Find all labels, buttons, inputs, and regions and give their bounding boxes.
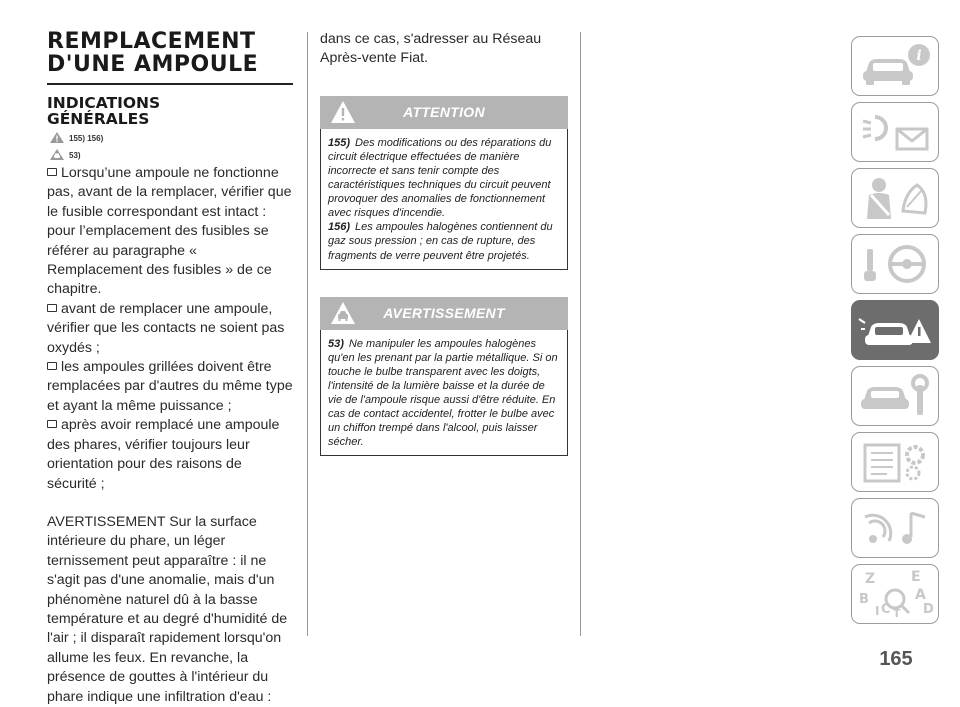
avertissement-box bbox=[320, 297, 568, 457]
bullet-item bbox=[47, 358, 293, 416]
emergency-breakdown-icon bbox=[855, 305, 935, 355]
car-info-icon bbox=[855, 41, 935, 91]
index-letter: E bbox=[911, 569, 921, 585]
svg-text:i: i bbox=[916, 48, 922, 64]
square-bullet-icon bbox=[47, 362, 57, 370]
tab-safety[interactable] bbox=[851, 168, 939, 228]
multimedia-music-icon bbox=[855, 503, 935, 553]
tab-index[interactable] bbox=[851, 564, 939, 624]
index-letter: D bbox=[923, 602, 934, 617]
subsection-title-line-1: INDICATIONS bbox=[47, 94, 161, 112]
safety-seatbelt-airbag-icon bbox=[855, 173, 935, 223]
avertissement-box-header bbox=[320, 297, 568, 330]
column-divider bbox=[307, 32, 308, 636]
bullet-text: avant de remplacer une ampoule, vérifier que les contacts ne soient pas oxydés ; bbox=[47, 300, 285, 356]
title-underline bbox=[47, 83, 293, 85]
attention-item-number: 156) bbox=[328, 221, 351, 234]
avertissement-box-body bbox=[320, 330, 568, 457]
tab-vehicle-knowledge[interactable] bbox=[851, 36, 939, 96]
subsection-title bbox=[47, 95, 293, 127]
note-reference-numbers: 53) bbox=[69, 151, 81, 160]
bullet-text: après avoir remplacé une ampoule des phares, vérifier toujours leur orientation pour des raisons de sécurité ; bbox=[47, 417, 280, 492]
index-letter: Z bbox=[865, 571, 876, 587]
attention-item-number: 155) bbox=[328, 136, 351, 149]
tab-emergency[interactable] bbox=[851, 300, 939, 360]
continuation-text: dans ce cas, s'adresser au Réseau Après-vente Fiat. bbox=[320, 31, 542, 67]
tab-maintenance[interactable] bbox=[851, 366, 939, 426]
car-caution-icon bbox=[49, 148, 65, 163]
section-title-line-2: D'UNE AMPOULE bbox=[47, 52, 259, 77]
bullet-item bbox=[47, 416, 293, 494]
tab-dashboard[interactable] bbox=[851, 102, 939, 162]
subsection-title-line-2: GÉNÉRALES bbox=[47, 110, 150, 128]
attention-box bbox=[320, 96, 568, 270]
square-bullet-icon bbox=[47, 168, 57, 176]
index-letter: I bbox=[875, 604, 880, 618]
warning-triangle-icon bbox=[49, 131, 65, 146]
section-title-line-1: REMPLACEMENT bbox=[47, 29, 256, 54]
attention-box-body bbox=[320, 129, 568, 270]
warning-reference-numbers: 155) 156) bbox=[69, 134, 104, 143]
tab-starting-driving[interactable] bbox=[851, 234, 939, 294]
section-title bbox=[47, 30, 293, 76]
bullet-item bbox=[47, 300, 293, 358]
left-column bbox=[47, 30, 293, 707]
chapter-tabs bbox=[851, 36, 941, 630]
dashboard-lights-icon bbox=[855, 107, 935, 157]
square-bullet-icon bbox=[47, 304, 57, 312]
bullet-item bbox=[47, 164, 293, 300]
index-letter: B bbox=[859, 592, 869, 607]
key-steering-wheel-icon bbox=[855, 239, 935, 289]
attention-box-header bbox=[320, 96, 568, 129]
index-letter: A bbox=[915, 587, 926, 603]
index-letter: C bbox=[881, 602, 891, 617]
technical-data-gear-icon bbox=[855, 437, 935, 487]
attention-box-title: ATTENTION bbox=[403, 104, 485, 121]
page-number: 165 bbox=[879, 648, 913, 670]
avertissement-paragraph: AVERTISSEMENT Sur la surface intérieure du phare, un léger ternissement peut apparaître : il ne s'agit pas d'une anomalie, mais d'un phénomène naturel dû à la basse température et au degré d'humidité de l'air ; il disparaît rapidement lorsqu'on allume les feux. En revanche, la présence de gouttes à l'intérieur du phare indique une infiltration d'eau : bbox=[47, 513, 288, 705]
alphabetical-index-icon bbox=[855, 569, 935, 619]
middle-column bbox=[320, 30, 568, 456]
tab-multimedia[interactable] bbox=[851, 498, 939, 558]
car-caution-icon bbox=[330, 301, 356, 330]
car-maintenance-wrench-icon bbox=[855, 371, 935, 421]
column-divider bbox=[580, 32, 581, 636]
avertissement-box-title: AVERTISSEMENT bbox=[383, 305, 505, 322]
attention-item-text: Des modifications ou des réparations du circuit électrique effectuées de manière incorrecte et sans tenir compte des caractéristiques techniques du circuit peuvent provoquer des anomalies de fonctionnement avec risques d'incendie. bbox=[328, 136, 552, 220]
warning-references bbox=[49, 130, 293, 147]
square-bullet-icon bbox=[47, 420, 57, 428]
attention-item bbox=[328, 136, 560, 221]
avertissement-item bbox=[328, 337, 560, 450]
bullet-text: Lorsqu’une ampoule ne fonctionne pas, avant de la remplacer, vérifier que le fusible correspondant est intact : pour l’emplacement des fusibles se référer au paragraphe « Remplacement des fusibles » de ce chapitre. bbox=[47, 165, 292, 298]
warning-triangle-icon bbox=[330, 100, 356, 129]
avertissement-item-number: 53) bbox=[328, 337, 344, 350]
bullet-text: les ampoules grillées doivent être remplacées par d'autres du même type et ayant la même puissance ; bbox=[47, 359, 293, 414]
tab-technical-data[interactable] bbox=[851, 432, 939, 492]
attention-item-text: Les ampoules halogènes contiennent du gaz sous pression ; en cas de rupture, des fragments de verre peuvent être projetés. bbox=[328, 221, 553, 262]
attention-item bbox=[328, 220, 560, 262]
avertissement-item-text: Ne manipuler les ampoules halogènes qu'en les prenant par la partie métallique. Si on touche le bulbe transparent avec les doigts, l'intensité de la lumière baisse et la durée de vie de l'ampoule risque aussi d'être réduite. En cas de contact accidentel, frotter le bulbe avec un chiffon trempé dans l'alcool, puis laisser sécher. bbox=[328, 337, 558, 449]
note-references bbox=[49, 147, 293, 164]
index-letter: T bbox=[893, 607, 901, 619]
